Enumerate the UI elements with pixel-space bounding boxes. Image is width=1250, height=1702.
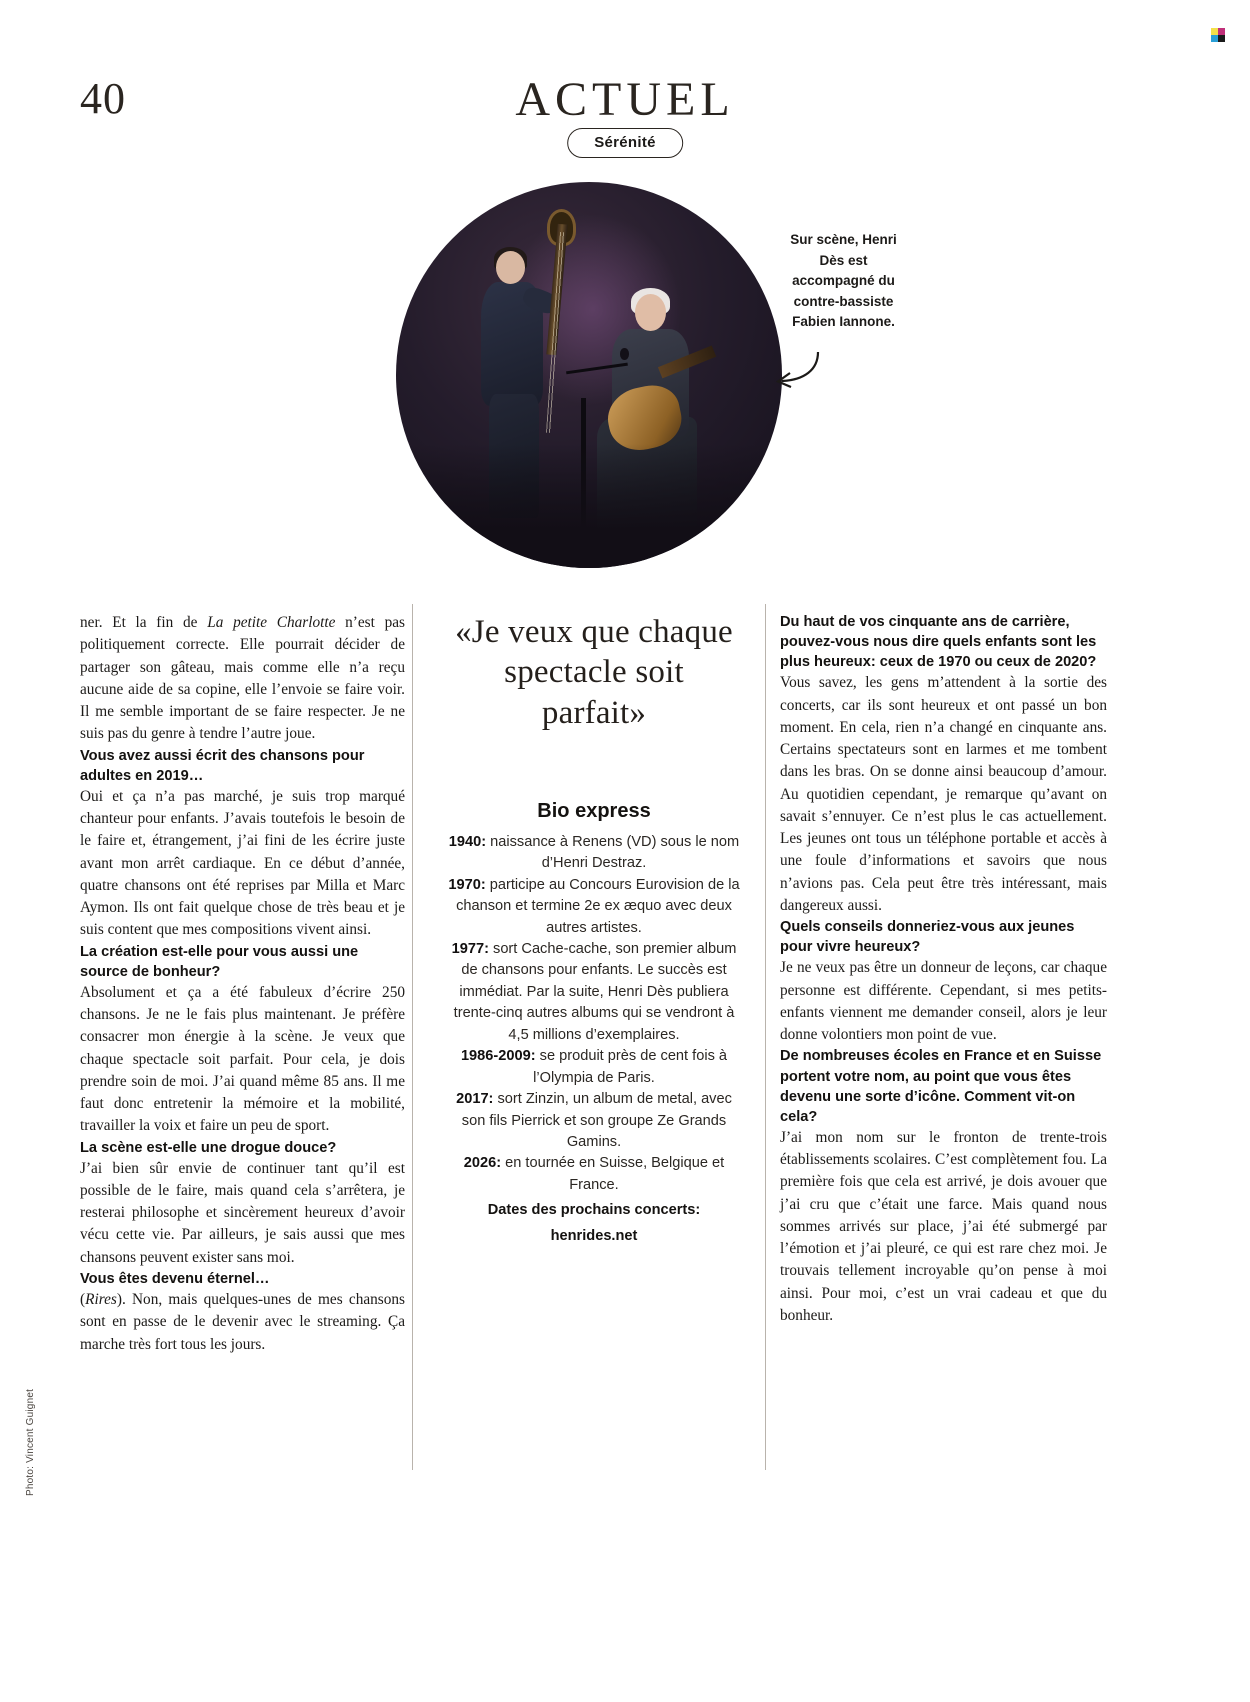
bio-item <box>448 939 740 1046</box>
left-column <box>80 612 405 1356</box>
bio-item <box>448 875 740 939</box>
intro-paragraph: ner. Et la fin de La petite Charlotte n’est pas politiquement correcte. Elle pourrait décider de partager son gâteau, mais comme elle n’a reçu aucune aide de sa copine, elle l’envoie se faire voir. Il me semble important de se faire respecter. Je ne suis pas du genre à tendre l’autre joue. <box>80 614 405 743</box>
answer-paragraph: Vous savez, les gens m’attendent à la sortie des concerts, car ils sont heureux et ont passé un bon moment. En cela, rien n’a changé en cinquante ans. Certains spectateurs sont en larmes et me tombent dans les bras. On se donne ainsi beaucoup d’amour. Au quotidien cependant, je remarque qu’avant on savait s’ennuyer. Ce n’est plus le cas actuellement. Les jeunes ont tous un téléphone portable et accès à une foule d’informations et savoirs que nous n’avions pas. Cela peut être très intéressant, mais dangereux aussi. <box>780 674 1107 914</box>
question-heading: De nombreuses écoles en France et en Suisse portent votre nom, au point que vous êtes devenu une sorte d’icône. Comment vit-on cela? <box>780 1048 1102 1125</box>
bio-item <box>448 832 740 875</box>
pull-quote: «Je veux que chaque spectacle soit parfait» <box>455 614 733 731</box>
question-heading: La création est-elle pour vous aussi une source de bonheur? <box>80 943 359 980</box>
bio-year: 2017: <box>456 1091 494 1108</box>
stage-floor-shadow <box>396 444 782 568</box>
bio-text: naissance à Renens (VD) sous le nom d’Henri Destraz. <box>486 833 740 872</box>
bio-express-heading: Bio express <box>537 799 651 822</box>
bio-text: en tournée en Suisse, Belgique et France. <box>501 1155 725 1193</box>
concert-dates-label: Dates des prochains concerts: <box>487 1202 701 1219</box>
question-heading: La scène est-elle une drogue douce? <box>80 1139 337 1156</box>
bio-text: participe au Concours Eurovision de la chanson et termine 2e ex æquo avec deux autres artistes. <box>456 876 740 936</box>
answer-paragraph: (Rires). Non, mais quelques-unes de mes chansons sont en passe de le devenir avec le streaming. Ça marche très fort tous les jours. <box>80 1291 405 1353</box>
bio-year: 1940: <box>448 833 487 850</box>
column-divider-left <box>412 604 413 1470</box>
concert-website-link[interactable]: henrides.net <box>550 1227 638 1244</box>
bio-text: se produit près de cent fois à l’Olympia de Paris. <box>533 1048 728 1086</box>
bio-item <box>448 1153 740 1196</box>
answer-paragraph: J’ai bien sûr envie de continuer tant qu’il est possible de le faire, mais quand cela s’arrêtera, je resterai philosophe et sincèrement heureux d’avoir vécu cette vie. Par ailleurs, je sais aussi que mes chansons peuvent exister sans moi. <box>80 1159 405 1266</box>
answer-paragraph: Je ne veux pas être un donneur de leçons, car chaque personne est différente. Cependant, si mes petits-enfants viennent me demander conseil, alors je leur donne volontiers mon point de vue. <box>780 959 1107 1044</box>
photo-caption: Sur scène, Henri Dès est accompagné du contre-bassiste Fabien Iannone. <box>790 232 897 330</box>
section-title: ACTUEL <box>515 73 735 126</box>
right-column <box>780 612 1107 1327</box>
bio-year: 1970: <box>448 876 486 893</box>
question-heading: Du haut de vos cinquante ans de carrière, pouvez-vous nous dire quels enfants sont les plus heureux: ceux de 1970 ou ceux de 2020? <box>780 614 1097 671</box>
bio-item <box>448 1046 740 1089</box>
question-heading: Quels conseils donneriez-vous aux jeunes pour vivre heureux? <box>780 919 1075 956</box>
bio-text: sort Cache-cache, son premier album de chansons pour enfants. Le succès est immédiat. Par la suite, Henri Dès publiera trente-cinq autres albums qui se vendront à 4,5 millions d’exemplaires. <box>453 941 737 1043</box>
stage-photo <box>396 182 782 568</box>
bio-text: sort Zinzin, un album de metal, avec son fils Pierrick et son groupe Ze Grands Gamins. <box>461 1091 732 1150</box>
answer-paragraph: Absolument et ça a été fabuleux d’écrire 250 chansons. Je ne le fais plus maintenant. Je préfère consacrer mon énergie à la scène. Je veux que chaque spectacle soit parfait. Pour cela, je dois prendre soin de moi. J’ai quand même 85 ans. Il me faut donc entretenir la mémoire et la mobilité, travailler la voix et faire un peu de sport. <box>80 983 405 1135</box>
answer-paragraph: J’ai mon nom sur le fronton de trente-trois établissements scolaires. C’est complètement fou. La première fois que cela est arrivé, je dois avouer que j’ai cru que c’était une farce. Mais quand nous sommes arrivés sur place, j’ai été submergé par l’émotion et j’ai pleuré, ce qui est rare chez moi. Je trouvais tellement incroyable qu’on pense à moi ainsi. Pour moi, c’est un vrai cadeau et que du bonheur. <box>780 1128 1107 1324</box>
column-divider-right <box>765 604 766 1470</box>
middle-column <box>448 612 740 1247</box>
kicker-badge: Sérénité <box>567 128 683 158</box>
registration-mark-icon <box>1211 28 1225 42</box>
microphone-head-icon <box>620 348 629 360</box>
question-heading: Vous avez aussi écrit des chansons pour adultes en 2019… <box>80 747 365 784</box>
answer-paragraph: Oui et ça n’a pas marché, je suis trop marqué chanteur pour enfants. J’avais toutefois le besoin de le faire et, étrangement, j’ai fini de les écrire juste avant mon arrêt cardiaque. En ce début d’année, quatre chansons ont été reprises par Milla et Marc Aymon. Ils ont fait quelque chose de très beau et je suis content que mes compositions vivent ainsi. <box>80 787 405 939</box>
page-number: 40 <box>80 74 126 123</box>
question-heading: Vous êtes devenu éternel… <box>80 1270 270 1287</box>
bio-year: 2026: <box>463 1155 502 1172</box>
bio-year: 1986-2009: <box>460 1048 536 1065</box>
caption-pointer-icon <box>760 348 822 388</box>
singer-head-shape <box>635 294 666 331</box>
bio-item <box>448 1089 740 1153</box>
bio-year: 1977: <box>451 941 489 958</box>
photo-credit: Photo: Vincent Guignet <box>25 1388 36 1496</box>
